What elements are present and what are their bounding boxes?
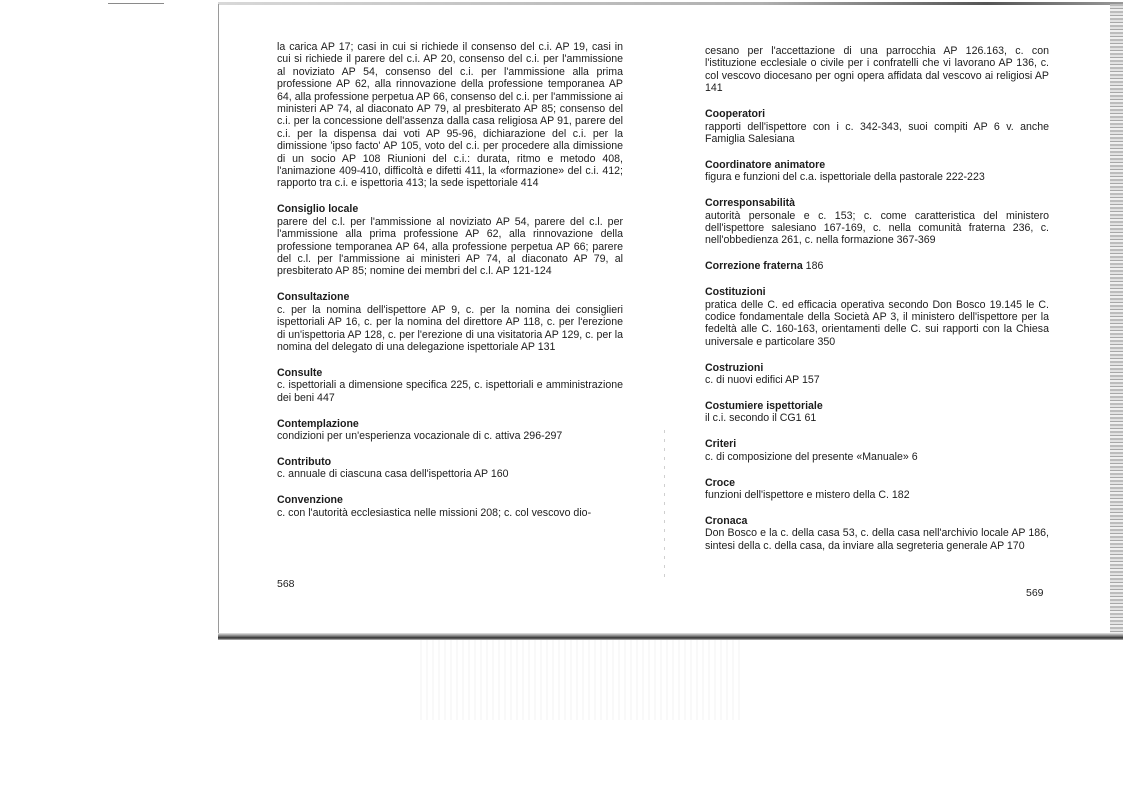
index-entry <box>277 456 623 481</box>
entry-title: Cooperatori <box>705 108 766 121</box>
entry-body: parere del c.l. per l'ammissione al noviziato AP 54, parere del c.l. per l'ammissione alla prima professione AP 62, alla rinnovazione della professione temporanea AP 64, alla professione perpetua AP 66; parere del c.l. per l'ammissione ai ministeri AP 74, al diaconato AP 79, al presbiterato AP 85; nomine dei membri del c.l. AP 121-124 <box>277 215 623 278</box>
index-entry <box>705 286 1049 348</box>
entry-title: Corresponsabilità <box>705 197 796 210</box>
entry-body: c. di composizione del presente «Manuale» 6 <box>705 450 918 463</box>
right-page-continuation <box>705 45 1049 95</box>
left-page-column <box>277 41 623 533</box>
entry-title: Correzione fraterna <box>705 260 803 273</box>
index-entry <box>705 197 1049 247</box>
entry-title: Costumiere ispettoriale <box>705 400 823 413</box>
index-entry <box>277 367 623 404</box>
entry-title: Croce <box>705 476 736 489</box>
entry-body: figura e funzioni del c.a. ispettoriale della pastorale 222-223 <box>705 171 985 184</box>
index-entry <box>705 400 1049 425</box>
index-entry <box>277 494 623 519</box>
index-entry <box>705 438 1049 463</box>
index-entry <box>705 260 1049 272</box>
left-page-continuation <box>277 41 623 190</box>
page-number-left: 568 <box>277 578 295 590</box>
entry-body: c. ispettoriali a dimensione specifica 225, c. ispettoriali e amministrazione dei beni 447 <box>277 379 623 404</box>
entry-title: Consiglio locale <box>277 203 359 216</box>
entry-body: autorità personale e c. 153; c. come caratteristica del ministero dell'ispettore salesiano 167-169, c. nella comunità fraterna 236, c. nell'obbedienza 261, c. nella formazione 367-369 <box>705 209 1049 247</box>
entry-title: Consultazione <box>277 291 350 304</box>
entry-title: Consulte <box>277 366 323 379</box>
entry-title: Criteri <box>705 438 737 451</box>
entry-inline-reference: 186 <box>802 260 824 273</box>
entry-body: c. per la nomina dell'ispettore AP 9, c. per la nomina dei consiglieri ispettoriali AP 16, c. per la nomina del direttore AP 118, c. per l'erezione di un'ispettoria AP 128, c. per l'erezione di una visitatoria AP 129, c. per la nomina del delegato di una delegazione ispettoriale AP 131 <box>277 303 623 353</box>
index-entry <box>705 477 1049 502</box>
entry-body: c. annuale di ciascuna casa dell'ispettoria AP 160 <box>277 468 509 481</box>
scan-bottom-edge <box>218 633 1123 640</box>
scan-edge-mark <box>108 3 164 4</box>
index-entry <box>705 362 1049 387</box>
entry-title: Costituzioni <box>705 286 766 299</box>
index-entry <box>705 159 1049 184</box>
entry-body: funzioni dell'ispettore e mistero della C. 182 <box>705 489 910 502</box>
book-spine <box>664 430 665 580</box>
entry-title: Coordinatore animatore <box>705 158 826 171</box>
entry-title: Costruzioni <box>705 361 764 374</box>
entry-title: Contemplazione <box>277 417 359 430</box>
page-stack-edge <box>1110 4 1123 640</box>
entry-body: condizioni per un'esperienza vocazionale di c. attiva 296-297 <box>277 429 563 442</box>
scan-left-edge <box>218 4 219 636</box>
index-entry <box>277 418 623 443</box>
entry-title: Convenzione <box>277 494 343 507</box>
entry-body: c. di nuovi edifici AP 157 <box>705 374 820 387</box>
entry-body: rapporti dell'ispettore con i c. 342-343, suoi compiti AP 6 v. anche Famiglia Salesiana <box>705 120 1049 145</box>
index-entry <box>705 108 1049 145</box>
index-entry <box>705 515 1049 552</box>
index-entry <box>277 203 623 277</box>
index-entry <box>277 291 623 353</box>
right-page-column <box>705 45 1049 566</box>
entry-body: cesano per l'accettazione di una parrocchia AP 126.163, c. con l'istituzione ecclesiale o civile per i confratelli che vi lavorano AP 136, c. col vescovo diocesano per ogni opera affidata dal vescovo ai religiosi AP 141 <box>705 45 1049 95</box>
entry-title: Contributo <box>277 455 332 468</box>
entry-body: c. con l'autorità ecclesiastica nelle missioni 208; c. col vescovo dio- <box>277 506 592 519</box>
entry-body: Don Bosco e la c. della casa 53, c. della casa nell'archivio locale AP 186, sintesi della c. della casa, da inviare alla segreteria generale AP 170 <box>705 527 1049 552</box>
entry-title: Cronaca <box>705 514 748 527</box>
scan-noise <box>420 640 740 720</box>
scan-top-edge <box>218 2 1123 5</box>
page-number-right: 569 <box>1026 587 1044 599</box>
entry-body: pratica delle C. ed efficacia operativa secondo Don Bosco 19.145 le C. codice fondamentale della Società AP 3, il ministero dell'ispettore per la fedeltà alle C. 160-163, orientamenti delle C. sui rapporti con la Chiesa universale e particolare 350 <box>705 298 1049 348</box>
entry-body: la carica AP 17; casi in cui si richiede il consenso del c.i. AP 19, casi in cui si richiede il parere del c.i. AP 20, consenso del c.i. per l'ammissione al noviziato AP 54, consenso del c.i. per l'ammissione alla prima professione AP 62, alla rinnovazione della professione temporanea AP 64, alla professione perpetua AP 66, consenso del c.i. per l'ammissione ai ministeri AP 74, al diaconato AP 79, al presbiterato AP 85; consenso del c.i. per la concessione dell'assenza dalla casa religiosa AP 91, parere del c.i. per la dispensa dai voti AP 95-96, dichiarazione del c.i. per la dimissione 'ipso facto' AP 105, voto del c.i. per procedere alla dimissione di un socio AP 108 Riunioni del c.i.: durata, ritmo e metodo 408, l'animazione 409-410, difficoltà e difetti 411, la «formazione» del c.i. 412; rapporto tra c.i. e ispettoria 413; la sede ispettoriale 414 <box>277 41 623 190</box>
entry-body: il c.i. secondo il CG1 61 <box>705 412 817 425</box>
